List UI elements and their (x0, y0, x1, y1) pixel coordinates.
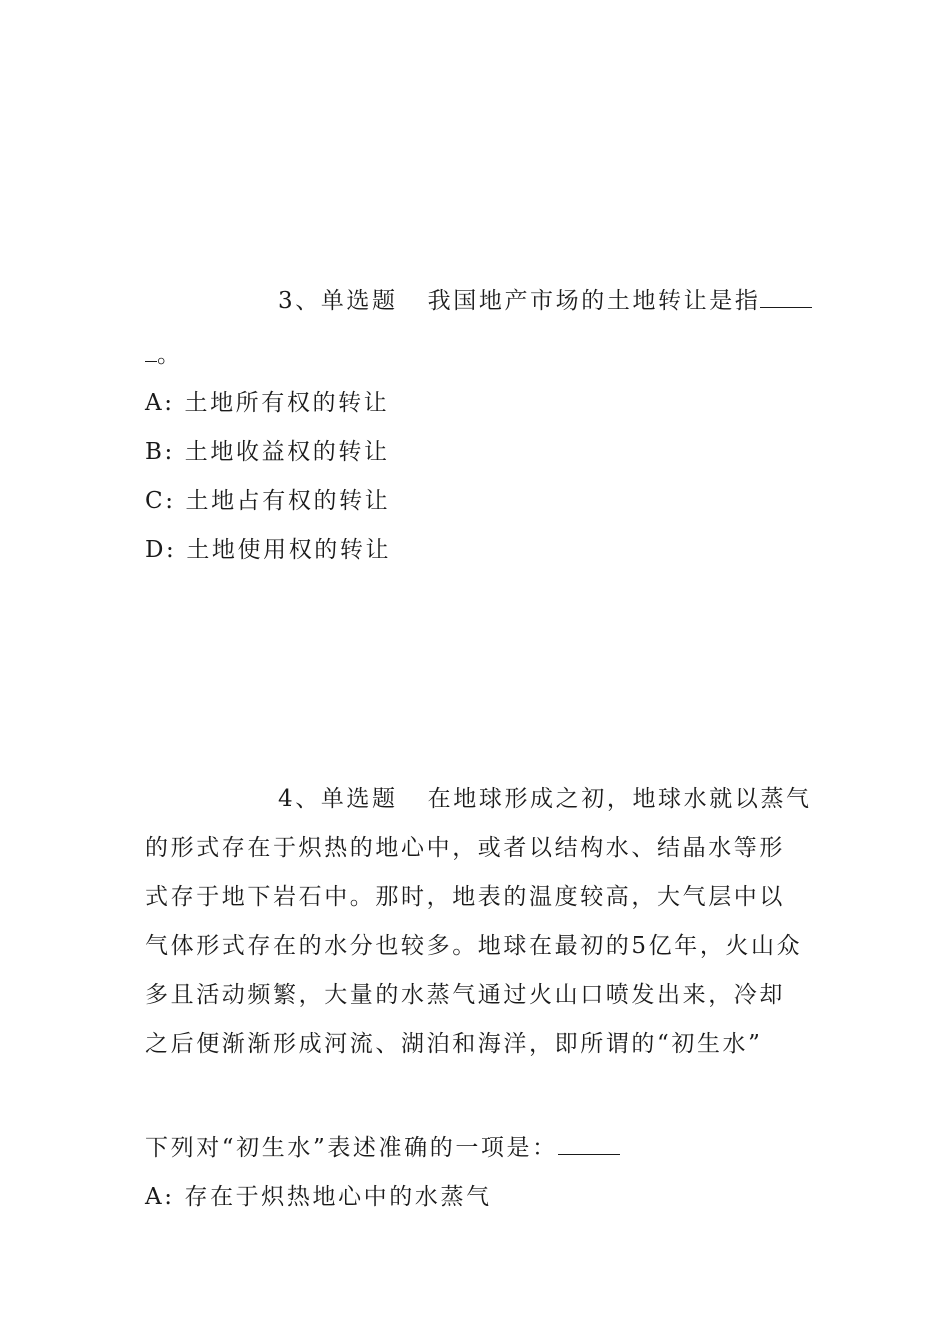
q3-label: 3、单选题 (278, 288, 398, 314)
q4-passage-line: 多且活动频繁，大量的水蒸气通过火山口喷发出来，冷却 (145, 982, 785, 1008)
option-key: B: (145, 439, 175, 465)
q4-passage-line: 之后便渐渐形成河流、湖泊和海洋，即所谓的“初生水” (145, 1031, 763, 1057)
q3-answer-blank (760, 286, 812, 308)
q4-header (278, 784, 812, 814)
option-text: 土地使用权的转让 (186, 537, 392, 563)
q4-question (145, 1133, 620, 1163)
q3-header (278, 286, 812, 316)
option-key: A: (145, 1184, 175, 1210)
option-text: 存在于炽热地心中的水蒸气 (184, 1184, 492, 1210)
q4-option-a (145, 1182, 492, 1212)
q4-label: 4、单选题 (278, 786, 398, 812)
q3-answer-blank-end (145, 340, 157, 362)
option-key: A: (145, 390, 175, 416)
option-text: 土地占有权的转让 (185, 488, 391, 514)
option-text: 土地所有权的转让 (184, 390, 390, 416)
q3-option-d (145, 535, 391, 565)
q3-option-b (145, 437, 390, 467)
option-key: C: (145, 488, 176, 514)
q4-passage-line: 气体形式存在的水分也较多。地球在最初的5亿年，火山众 (145, 933, 803, 959)
q3-option-a (145, 388, 389, 418)
q4-answer-blank (558, 1133, 620, 1155)
q4-question-text: 下列对“初生水”表述准确的一项是： (145, 1135, 558, 1161)
q4-passage-line: 的形式存在于炽热的地心中，或者以结构水、结晶水等形 (145, 835, 785, 861)
q4-passage-line: 在地球形成之初，地球水就以蒸气 (427, 786, 812, 812)
option-text: 土地收益权的转让 (184, 439, 390, 465)
option-key: D: (145, 537, 177, 563)
q3-option-c (145, 486, 390, 516)
q3-stem: 我国地产市场的土地转让是指 (427, 288, 761, 314)
q3-stem-end: 。 (157, 342, 183, 368)
q4-passage-line: 式存于地下岩石中。那时，地表的温度较高，大气层中以 (145, 884, 785, 910)
q3-stem-continuation (145, 340, 183, 370)
